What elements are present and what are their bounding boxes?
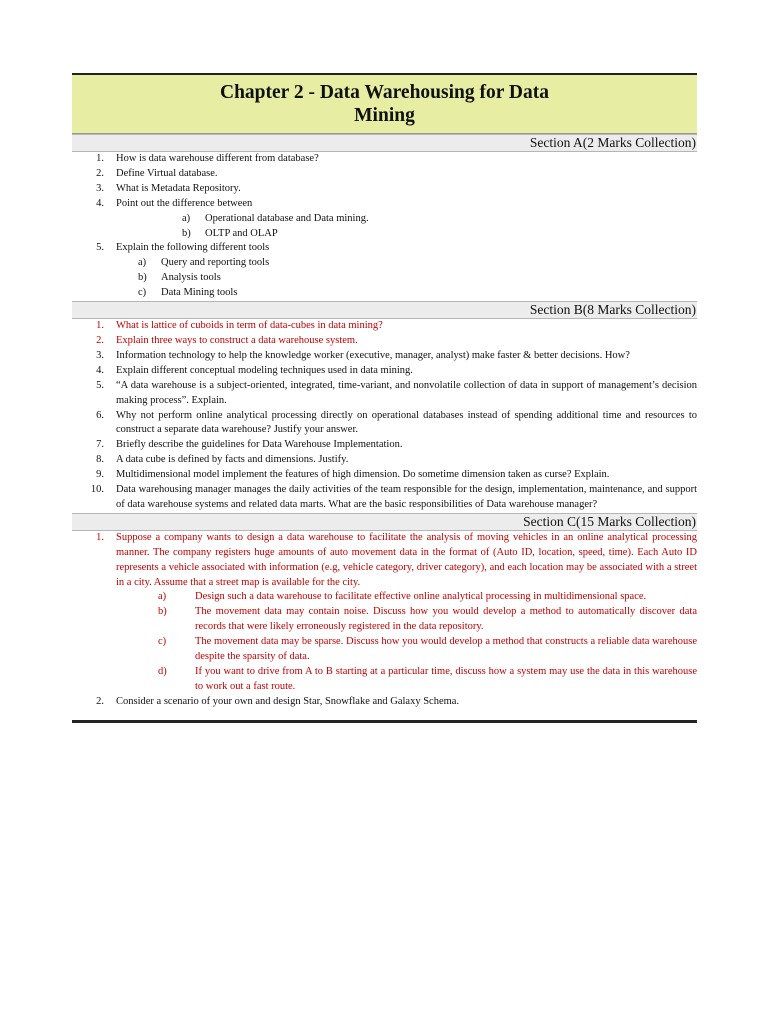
sub-item bbox=[116, 286, 697, 301]
question-text: Explain three ways to construct a data warehouse system. bbox=[116, 334, 358, 346]
sub-item bbox=[116, 605, 697, 635]
question-text: Explain the following different tools bbox=[116, 242, 270, 254]
sub-label: c) bbox=[158, 636, 167, 648]
list-item bbox=[72, 409, 697, 439]
sub-text: If you want to drive from A to B starting at a particular time, discuss how a system may use the data in this warehouse to work out a fast route. bbox=[195, 666, 697, 692]
question-number: 9. bbox=[96, 469, 104, 481]
chapter-title-box bbox=[72, 73, 697, 134]
list-item bbox=[72, 182, 697, 197]
list-item bbox=[72, 167, 697, 182]
section-c-heading: Section C(15 Marks Collection) bbox=[72, 513, 697, 531]
sub-item bbox=[116, 256, 697, 271]
sub-text: Analysis tools bbox=[161, 272, 221, 284]
sub-item bbox=[116, 227, 697, 242]
question-number: 5. bbox=[96, 379, 104, 391]
question-text: Define Virtual database. bbox=[116, 167, 218, 179]
sub-item bbox=[116, 590, 697, 605]
question-text: Consider a scenario of your own and design Star, Snowflake and Galaxy Schema. bbox=[116, 695, 460, 707]
question-text: Data warehousing manager manages the daily activities of the team responsible for the design, implementation, maintenance, and support of data warehouse systems and related data marts. What are the basic responsibilities of Data warehouse manager? bbox=[116, 484, 697, 510]
sub-label: b) bbox=[158, 606, 167, 618]
question-sheet bbox=[72, 73, 697, 723]
question-number: 3. bbox=[96, 349, 104, 361]
question-text: Point out the difference between bbox=[116, 197, 253, 209]
list-item bbox=[72, 334, 697, 349]
bottom-divider bbox=[72, 720, 697, 723]
question-number: 1. bbox=[96, 531, 104, 543]
section-b-list bbox=[72, 319, 697, 513]
sub-item bbox=[116, 212, 697, 227]
list-item bbox=[72, 468, 697, 483]
question-text: A data cube is defined by facts and dimensions. Justify. bbox=[116, 454, 349, 466]
question-number: 7. bbox=[96, 439, 104, 451]
list-item bbox=[72, 197, 697, 242]
question-text: Information technology to help the knowledge worker (executive, manager, analyst) make faster & better decisions. How? bbox=[116, 349, 630, 361]
sub-text: Query and reporting tools bbox=[161, 257, 270, 269]
sub-text: OLTP and OLAP bbox=[205, 227, 278, 239]
sub-label: b) bbox=[182, 227, 191, 239]
section-a-list bbox=[72, 152, 697, 301]
question-number: 3. bbox=[96, 182, 104, 194]
question-text: Suppose a company wants to design a data warehouse to facilitate the analysis of moving vehicles in an online analytical processing manner. The company registers huge amounts of auto movement data in the format of (Auto ID, location, speed, time). Each Auto ID represents a vehicle associated with information (e.g, vehicle category, driver category), and each location may be associated with a street in a city. Assume that a street map is available for the city. bbox=[116, 531, 697, 588]
list-item bbox=[72, 379, 697, 409]
sub-text: The movement data may be sparse. Discuss how you would develop a method that constructs a reliable data warehouse despite the sparsity of data. bbox=[195, 636, 697, 663]
list-item bbox=[72, 531, 697, 695]
list-item bbox=[72, 241, 697, 301]
sub-text: Operational database and Data mining. bbox=[205, 212, 369, 224]
sub-text: The movement data may contain noise. Discuss how you would develop a method to automatically discover data records that were likely erroneously registered in the data repository. bbox=[195, 606, 697, 633]
question-text: Why not perform online analytical processing directly on operational databases instead of spending additional time and resources to construct a separate data warehouse? Justify your answer. bbox=[116, 409, 697, 436]
question-text: Multidimensional model implement the features of high dimension. Do sometime dimension taken as curse? Explain. bbox=[116, 469, 610, 481]
question-text: “A data warehouse is a subject-oriented, integrated, time-variant, and nonvolatile collection of data in support of management’s decision making process”. Explain. bbox=[116, 379, 697, 406]
question-number: 2. bbox=[96, 167, 104, 179]
list-item bbox=[72, 438, 697, 453]
chapter-title-line2: Mining bbox=[354, 105, 415, 126]
sub-label: a) bbox=[158, 591, 167, 603]
sub-label: b) bbox=[138, 272, 147, 284]
question-number: 5. bbox=[96, 242, 104, 254]
list-item bbox=[72, 483, 697, 513]
sub-label: d) bbox=[158, 666, 167, 677]
sub-text: Data Mining tools bbox=[161, 287, 238, 299]
section-a-heading: Section A(2 Marks Collection) bbox=[72, 134, 697, 152]
question-text: What is Metadata Repository. bbox=[116, 182, 241, 194]
list-item bbox=[72, 319, 697, 334]
question-number: 4. bbox=[96, 197, 104, 209]
section-c-list bbox=[72, 531, 697, 710]
list-item bbox=[72, 349, 697, 364]
chapter-title-line1: Chapter 2 - Data Warehousing for Data bbox=[220, 82, 549, 103]
sub-label: c) bbox=[138, 287, 147, 299]
sub-item bbox=[116, 665, 697, 695]
question-number: 1. bbox=[96, 320, 104, 332]
list-item bbox=[72, 364, 697, 379]
question-number: 10. bbox=[90, 484, 104, 496]
question-number: 6. bbox=[96, 409, 104, 421]
section-b-heading: Section B(8 Marks Collection) bbox=[72, 301, 697, 319]
question-text: Explain different conceptual modeling techniques used in data mining. bbox=[116, 364, 413, 376]
question-number: 2. bbox=[96, 334, 104, 346]
question-number: 2. bbox=[96, 695, 104, 707]
question-text: How is data warehouse different from database? bbox=[116, 153, 319, 164]
question-text: Briefly describe the guidelines for Data Warehouse Implementation. bbox=[116, 439, 403, 451]
sub-label: a) bbox=[138, 257, 147, 269]
list-item bbox=[72, 152, 697, 167]
question-text: What is lattice of cuboids in term of data-cubes in data mining? bbox=[116, 320, 383, 332]
list-item bbox=[72, 695, 697, 710]
sub-item bbox=[116, 271, 697, 286]
sub-text: Design such a data warehouse to facilitate effective online analytical processing in multidimensional space. bbox=[195, 591, 647, 603]
question-number: 8. bbox=[96, 454, 104, 466]
sub-label: a) bbox=[182, 212, 191, 224]
question-number: 1. bbox=[96, 153, 104, 164]
list-item bbox=[72, 453, 697, 468]
question-number: 4. bbox=[96, 364, 104, 376]
sub-item bbox=[116, 635, 697, 665]
